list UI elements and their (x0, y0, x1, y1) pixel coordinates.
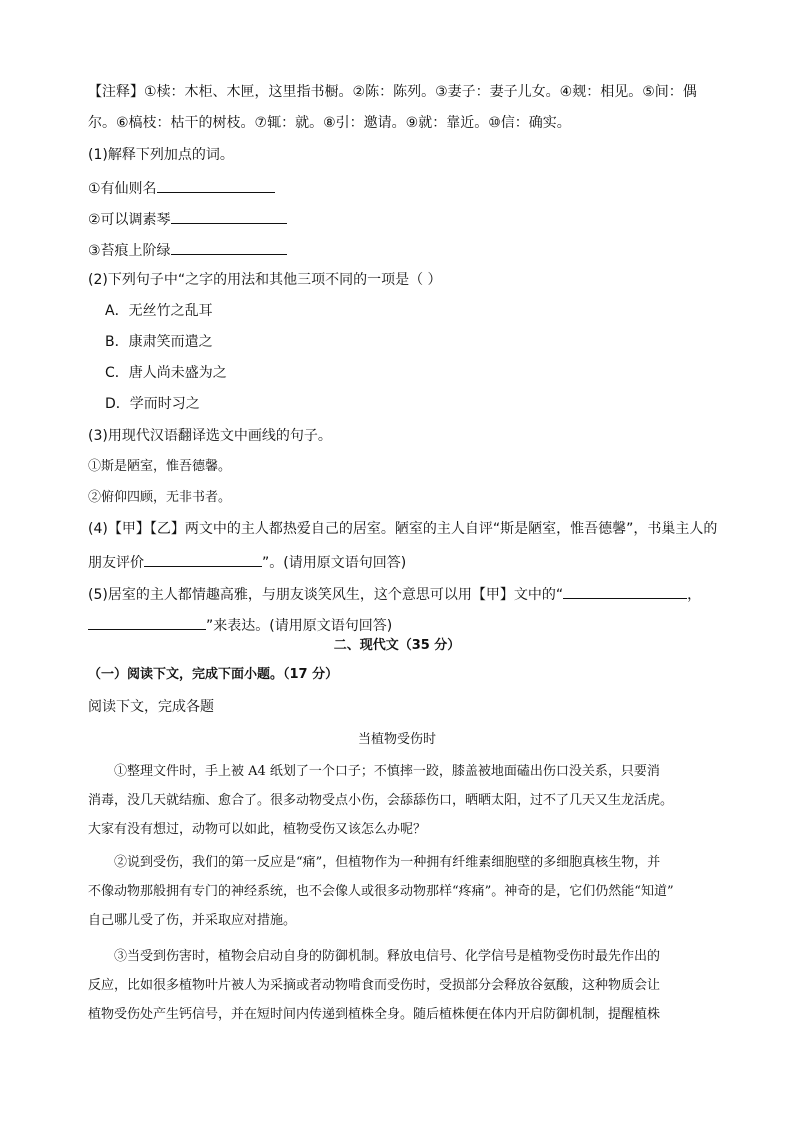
answer-blank[interactable] (88, 613, 206, 630)
paragraph-line: 自己哪儿受了伤，并采取应对措施。 (88, 913, 297, 928)
question-4-line-2 (88, 550, 406, 573)
option-a[interactable]: A．无丝竹之乱耳 (105, 303, 213, 319)
option-d[interactable]: D．学而时习之 (105, 396, 200, 412)
question-5-suffix: ”来表达。(请用原文语句回答) (206, 618, 393, 634)
question-4-suffix: ”。(请用原文语句回答) (262, 555, 407, 571)
paragraph-line: 大家有没有想过，动物可以如此，植物受伤又该怎么办呢？ (88, 822, 427, 837)
question-5-prefix: (5)居室的主人都情趣高雅，与朋友谈笑风生，这个意思可以用【甲】文中的“ (88, 587, 564, 603)
paragraph-line: 消毒，没几天就结痂、愈合了。很多动物受点小伤，会舔舔伤口，晒晒太阳，过不了几天又生龙活虎。 (88, 793, 674, 808)
notes-line-1: 【注释】①椟：木柜、木匣，这里指书橱。②陈：陈列。③妻子：妻子儿女。④觌：相见。⑤间：偶 (88, 84, 697, 100)
question-1-item-3-text: ③苔痕上阶绿 (88, 243, 171, 259)
notes-line-2: 尔。⑥槁枝：枯干的树枝。⑦辄：就。⑧引：邀请。⑨就：靠近。⑩信：确实。 (88, 115, 571, 131)
question-1-item-3 (88, 238, 287, 261)
article-title: 当植物受伤时 (357, 732, 436, 747)
question-1-item-1 (88, 176, 275, 199)
question-3-item-2: ②俯仰四顾，无非书者。 (88, 490, 232, 505)
option-b[interactable]: B．康肃笑而遣之 (105, 334, 213, 350)
question-1-stem: (1)解释下列加点的词。 (88, 147, 234, 163)
answer-blank[interactable] (171, 207, 287, 224)
question-5-comma: ， (687, 587, 702, 603)
answer-blank[interactable] (157, 176, 275, 193)
paragraph-line: ③当受到伤害时，植物会启动自身的防御机制。释放电信号、化学信号是植物受伤时最先作出的 (114, 949, 661, 964)
paragraph-line: ②说到受伤，我们的第一反应是“痛”，但植物作为一种拥有纤维素细胞壁的多细胞真核生物，并 (114, 855, 661, 870)
question-1-item-2 (88, 207, 287, 230)
paragraph-line: ①整理文件时，手上被 A4 纸划了一个口子；不慎摔一跤，膝盖被地面磕出伤口没关系，只要消 (114, 764, 660, 779)
question-3-stem: (3)用现代汉语翻译选文中画线的句子。 (88, 428, 332, 444)
paragraph-line: 不像动物那般拥有专门的神经系统，也不会像人或很多动物那样“疼痛”。神奇的是，它们仍然能“知道” (88, 884, 674, 899)
answer-blank[interactable] (563, 582, 687, 599)
option-c[interactable]: C．唐人尚未盛为之 (105, 365, 227, 381)
paragraph-line: 植物受伤处产生钙信号，并在短时间内传递到植株全身。随后植株便在体内开启防御机制，提醒植株 (88, 1007, 661, 1022)
article-paragraph-3 (88, 942, 708, 1029)
article-paragraph-2 (88, 848, 708, 935)
article-paragraph-1 (88, 757, 708, 844)
question-1-item-2-text: ②可以调素琴 (88, 212, 171, 228)
section-heading: 二、现代文（35 分） (333, 638, 461, 653)
question-4-line-1: (4)【甲】【乙】两文中的主人都热爱自己的居室。陋室的主人自评“斯是陋室，惟吾德馨”，书巢主人的 (88, 521, 718, 537)
question-5-line-1 (88, 582, 701, 605)
subsection-heading: （一）阅读下文，完成下面小题。（17 分） (88, 667, 339, 682)
question-4-prefix: 朋友评价 (88, 555, 144, 571)
question-3-item-1: ①斯是陋室，惟吾德馨。 (88, 459, 232, 474)
question-1-item-1-text: ①有仙则名 (88, 181, 157, 197)
paragraph-line: 反应，比如很多植物叶片被人为采摘或者动物啃食而受伤时，受损部分会释放谷氨酸，这种物质会让 (88, 978, 661, 993)
answer-blank[interactable] (144, 550, 262, 567)
answer-blank[interactable] (171, 238, 287, 255)
question-2-stem: (2)下列句子中“之字的用法和其他三项不同的一项是（ ） (88, 272, 442, 288)
instruction: 阅读下文，完成各题 (88, 699, 214, 715)
question-5-line-2 (88, 613, 392, 636)
